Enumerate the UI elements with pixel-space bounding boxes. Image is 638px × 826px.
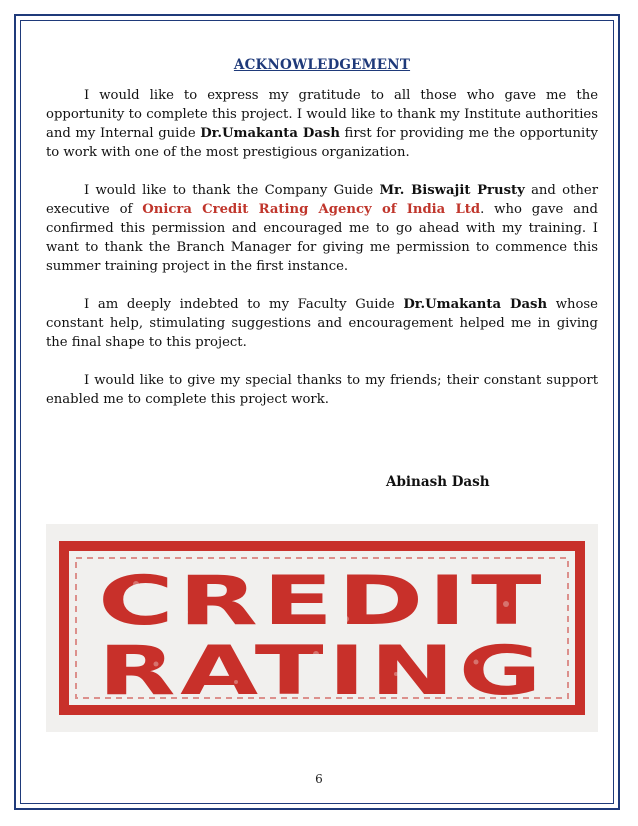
document-body bbox=[46, 56, 598, 428]
paragraph-1 bbox=[46, 86, 598, 162]
internal-guide-name: Dr.Umakanta Dash bbox=[200, 126, 340, 141]
paragraph-1-text-a: I would like to express my gratitude to all those who gave me the opportunity to complete this project. I would like to thank my Institute authorities and my Internal guide bbox=[46, 88, 598, 141]
paragraph-4-text: I would like to give my special thanks to my friends; their constant support enabled me to complete this project work. bbox=[46, 373, 598, 407]
paragraph-2-text-b: and other executive of bbox=[46, 183, 598, 217]
paragraph-2 bbox=[46, 181, 598, 276]
signature-name: Abinash Dash bbox=[386, 474, 490, 490]
paragraph-3-text-a: I am deeply indebted to my Faculty Guide bbox=[84, 297, 404, 312]
stamp-line-1: CREDIT bbox=[98, 562, 546, 641]
company-name: Onicra Credit Rating Agency of India Ltd bbox=[142, 202, 481, 217]
page-title: ACKNOWLEDGEMENT bbox=[233, 57, 411, 73]
page-number: 6 bbox=[315, 772, 323, 786]
paragraph-1-text-b: first for providing me the opportunity to work with one of the most prestigious organization. bbox=[46, 126, 598, 160]
company-guide-name: Mr. Biswajit Prusty bbox=[379, 183, 525, 198]
credit-rating-stamp-image bbox=[46, 524, 598, 732]
paragraph-3-text-b: whose constant help, stimulating suggestions and encouragement helped me in giving the final shape to this project. bbox=[46, 297, 598, 350]
credit-rating-stamp-icon bbox=[46, 524, 598, 732]
stamp-line-2: RATING bbox=[98, 632, 546, 711]
paragraph-4 bbox=[46, 371, 598, 409]
paragraph-2-text-c: . who gave and confirmed this permission and encouraged me to go ahead with my training. I want to thank the Branch Manager for giving me permission to commence this summer training project in the first instance. bbox=[46, 202, 598, 274]
paragraph-2-text-a: I would like to thank the Company Guide bbox=[84, 183, 380, 198]
paragraph-3 bbox=[46, 295, 598, 352]
faculty-guide-name: Dr.Umakanta Dash bbox=[403, 297, 548, 312]
